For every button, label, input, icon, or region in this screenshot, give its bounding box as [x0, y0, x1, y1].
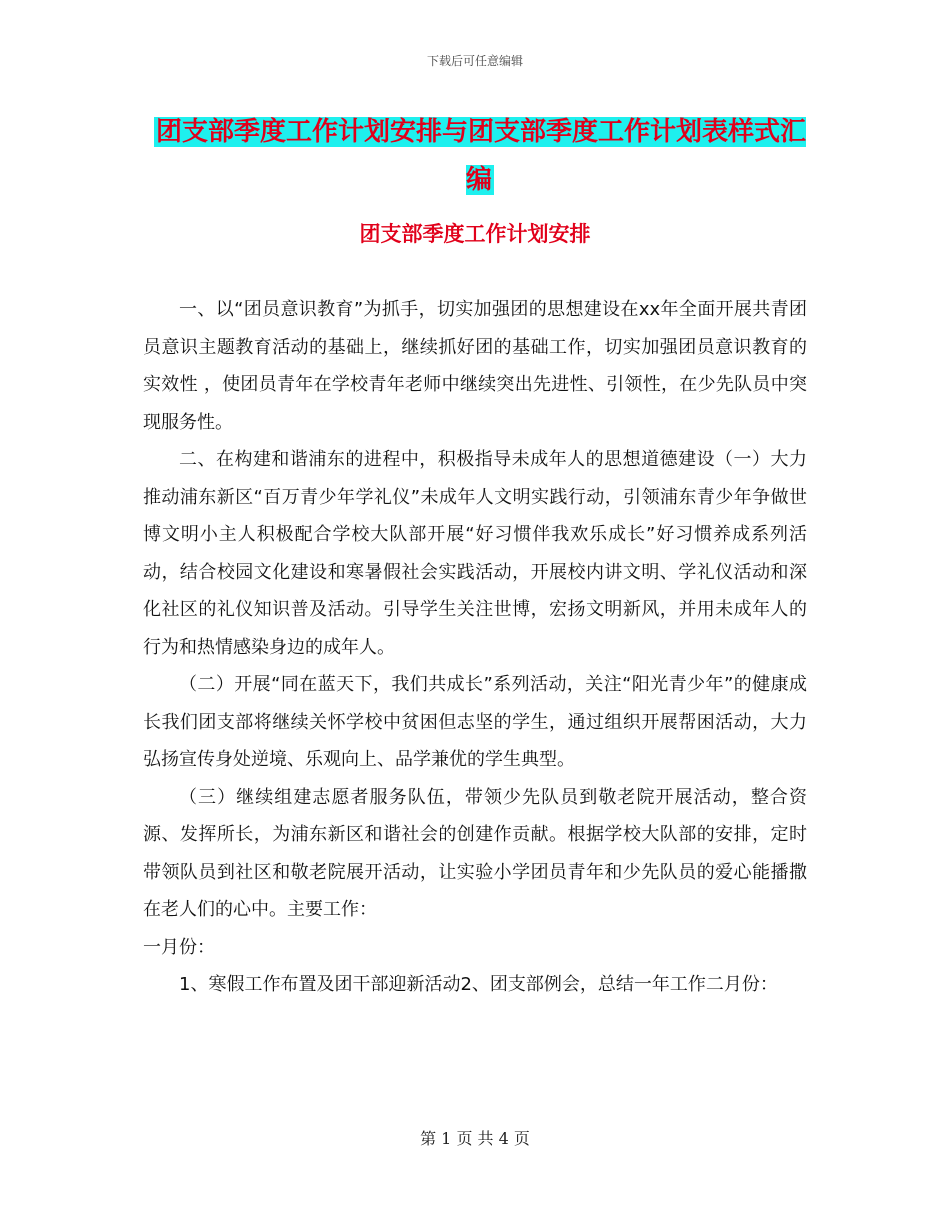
paragraph: （二）开展“同在蓝天下，我们共成长”系列活动，关注“阳光青少年”的健康成长我们团支部将继续关怀学校中贫困但志坚的学生，通过组织开展帮困活动，大力弘扬宣传身处逆境、乐观向上、品学兼优的学生典型。: [143, 674, 807, 770]
document-body: [143, 291, 807, 1004]
paragraph: 1、寒假工作布置及团干部迎新活动2、团支部例会，总结一年工作二月份：: [179, 974, 778, 995]
paragraph: 一、以“团员意识教育”为抓手，切实加强团的思想建设在xx年全面开展共青团员意识主题教育活动的基础上，继续抓好团的基础工作，切实加强团员意识教育的实效性 ，使团员青年在学校青年老师中继续突出先进性、引领性，在少先队员中突现服务性。: [143, 299, 807, 433]
document-title-text: 团支部季度工作计划安排与团支部季度工作计划表样式汇编: [155, 117, 806, 195]
page-number: 第 1 页 共 4 页: [420, 1129, 530, 1148]
paragraph: （三）继续组建志愿者服务队伍，带领少先队员到敬老院开展活动，整合资源、发挥所长，为浦东新区和谐社会的创建作贡献。根据学校大队部的安排，定时带领队员到社区和敬老院展开活动，让实验小学团员青年和少先队员的爱心能播撒在老人们的心中。主要工作：: [143, 786, 807, 920]
page-header-note: 下载后可任意编辑: [426, 54, 523, 68]
document-title: [150, 108, 810, 204]
section-title: 团支部季度工作计划安排: [359, 222, 591, 246]
paragraph: 二、在构建和谐浦东的进程中，积极指导未成年人的思想道德建设（一）大力推动浦东新区“百万青少年学礼仪”未成年人文明实践行动，引领浦东青少年争做世博文明小主人积极配合学校大队部开展“好习惯伴我欢乐成长”好习惯养成系列活动，结合校园文化建设和寒暑假社会实践活动，开展校内讲文明、学礼仪活动和深化社区的礼仪知识普及活动。引导学生关注世博，宏扬文明新风，并用未成年人的行为和热情感染身边的成年人。: [143, 449, 807, 658]
paragraph-month: 一月份：: [143, 936, 215, 958]
